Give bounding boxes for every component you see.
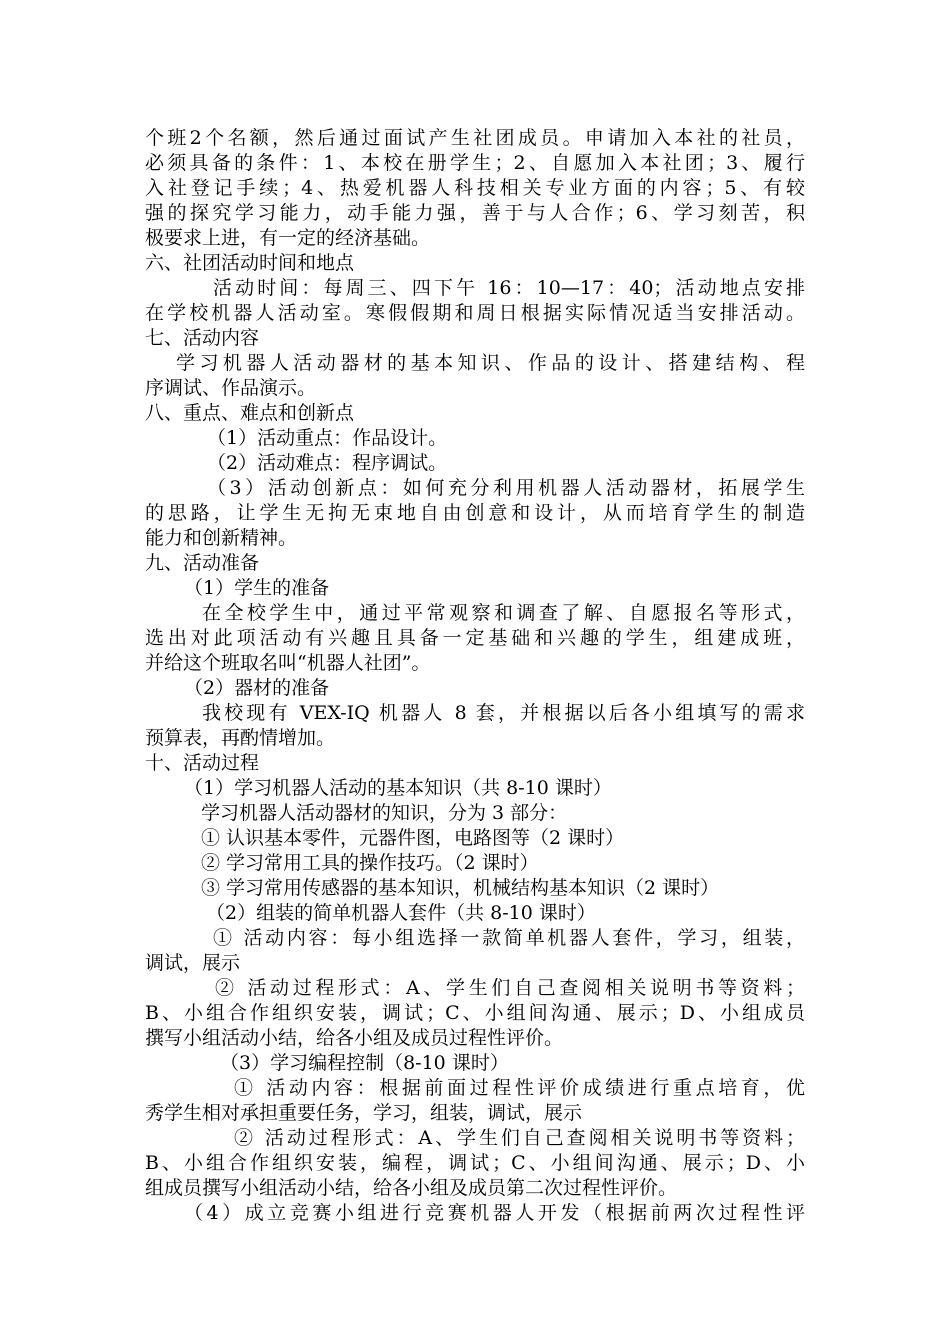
text-line: ① 认识基本零件，元器件图，电路图等（2 课时） (201, 827, 625, 849)
text-line: 序调试、作品演示。 (145, 377, 317, 399)
sub-heading: （1）学生的准备 (184, 577, 330, 599)
text-line: ① 活动内容：每小组选择一款简单机器人套件，学习，组装， (213, 927, 805, 949)
text-line: 必须具备的条件：1、本校在册学生；2、自愿加入本社团；3、履行 (145, 152, 805, 174)
text-line: 选出对此项活动有兴趣且具备一定基础和兴趣的学生，组建成班， (145, 627, 805, 649)
text-line: ① 活动内容：根据前面过程性评价成绩进行重点培育，优 (234, 1077, 805, 1099)
text-line: 极要求上进，有一定的经济基础。 (145, 227, 431, 249)
text-line: 能力和创新精神。 (145, 527, 298, 549)
text-line: 的思路，让学生无拘无束地自由创意和设计，从而培育学生的制造 (145, 502, 805, 524)
text-line: B、小组合作组织安装，调试；C、小组间沟通、展示；D、小组成员 (145, 1002, 805, 1024)
sub-heading: （2）器材的准备 (184, 677, 330, 699)
section-heading: 六、社团活动时间和地点 (145, 252, 355, 274)
section-heading: 七、活动内容 (145, 327, 260, 349)
text-line: （3）活动创新点：如何充分利用机器人活动器材，拓展学生 (207, 477, 805, 499)
text-line: 并给这个班取名叫“机器人社团”。 (145, 652, 431, 674)
sub-heading: （4）成立竞赛小组进行竞赛机器人开发（根据前两次过程性评 (184, 1202, 805, 1224)
section-heading: 八、重点、难点和创新点 (145, 402, 355, 424)
text-line: 活动时间：每周三、四下午 16：10—17：40；活动地点安排 (213, 277, 805, 299)
sub-heading: （1）学习机器人活动的基本知识（共 8-10 课时） (184, 777, 612, 799)
sub-heading: （2）组装的简单机器人套件（共 8-10 课时） (206, 902, 596, 924)
text-line: 在学校机器人活动室。寒假假期和周日根据实际情况适当安排活动。 (145, 302, 805, 324)
sub-heading: （3）学习编程控制（8-10 课时） (220, 1052, 509, 1074)
text-line: 组成员撰写小组活动小结，给各小组及成员第二次过程性评价。 (145, 1177, 678, 1199)
text-line: ② 活动过程形式：A、学生们自己查阅相关说明书等资料； (215, 977, 805, 999)
text-line: 强的探究学习能力，动手能力强，善于与人合作；6、学习刻苦，积 (145, 202, 805, 224)
text-line: 秀学生相对承担重要任务，学习，组装，调试，展示 (145, 1102, 583, 1124)
text-line: 预算表，再酌情增加。 (145, 727, 336, 749)
text-line: 调试，展示 (145, 952, 241, 974)
text-line: ② 活动过程形式：A、学生们自己查阅相关说明书等资料； (234, 1127, 805, 1149)
text-line: （2）活动难点：程序调试。 (207, 452, 448, 474)
section-heading: 十、活动过程 (145, 752, 260, 774)
text-line: B、小组合作组织安装，编程，调试；C、小组间沟通、展示；D、小 (145, 1152, 805, 1174)
text-line: （1）活动重点：作品设计。 (207, 427, 448, 449)
text-line: 撰写小组活动小结，给各小组及成员过程性评价。 (145, 1027, 564, 1049)
text-line: 入社登记手续；4、热爱机器人科技相关专业方面的内容；5、有较 (145, 177, 805, 199)
text-line: 在全校学生中，通过平常观察和调查了解、自愿报名等形式， (202, 602, 805, 624)
text-line: 学习机器人活动器材的知识，分为 3 部分： (201, 802, 568, 824)
section-heading: 九、活动准备 (145, 552, 260, 574)
text-line: 个班2个名额，然后通过面试产生社团成员。申请加入本社的社员， (145, 127, 805, 149)
text-line: ③ 学习常用传感器的基本知识，机械结构基本知识（2 课时） (201, 877, 720, 899)
text-line: ② 学习常用工具的操作技巧。（2 课时） (201, 852, 539, 874)
text-line: 我校现有 VEX-IQ 机器人 8 套，并根据以后各小组填写的需求 (202, 702, 805, 724)
text-line: 学习机器人活动器材的基本知识、作品的设计、搭建结构、程 (176, 352, 805, 374)
